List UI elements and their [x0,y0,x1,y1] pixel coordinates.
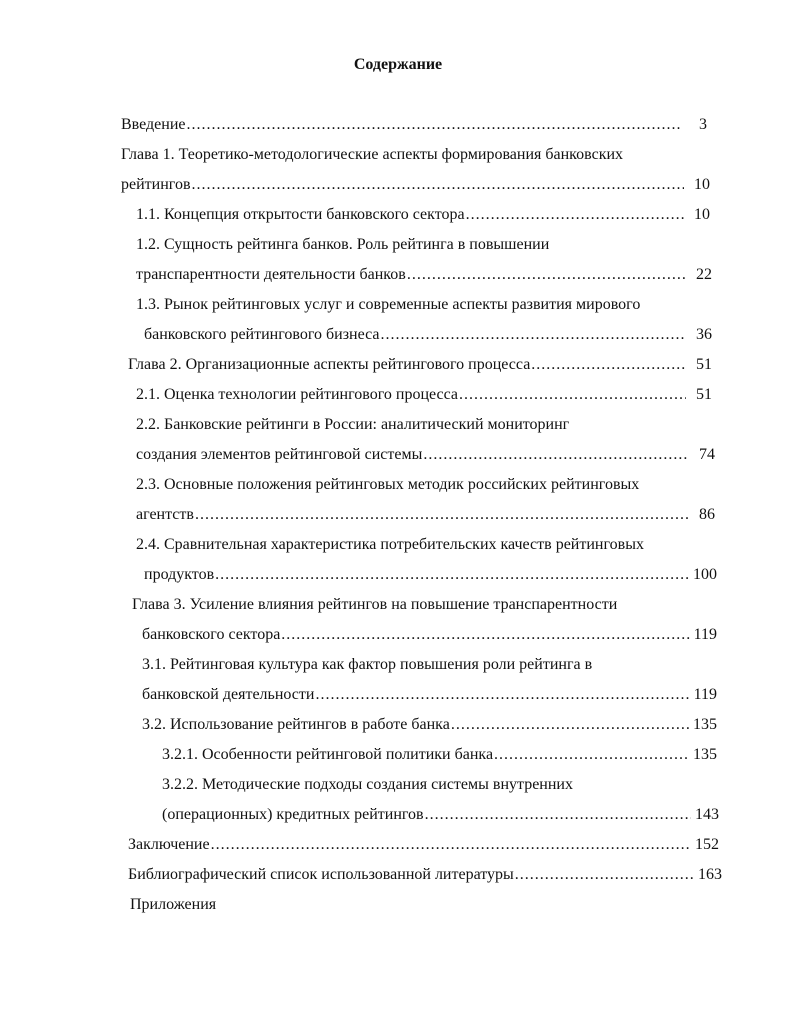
toc-page-number: 36 [696,326,712,343]
toc-entry-3-2[interactable] [142,713,717,737]
toc-entry-2-3[interactable] [136,503,715,527]
toc-page-number: 86 [699,506,715,523]
toc-section-2-2-line1: 2.2. Банковские рейтинги в России: аналитический мониторинг [136,416,570,433]
toc-label: банковского рейтингового бизнеса [144,326,380,343]
toc-leader [423,443,689,467]
toc-leader [531,353,686,377]
toc-chapter-3-line1: Глава 3. Усиление влияния рейтингов на повышение транспарентности [132,596,618,613]
page-title: Содержание [353,56,443,73]
toc-chapter-1-line1: Глава 1. Теоретико-методологические аспекты формирования банковских [121,146,624,163]
toc-label: транспарентности деятельности банков [136,266,406,283]
toc-leader [281,623,689,647]
toc-entry-chapter-3[interactable] [142,623,717,647]
toc-label: банковского сектора [142,626,281,643]
toc-entry-2-2[interactable] [136,443,715,467]
toc-label: 3.2.1. Особенности рейтинговой политики банка [162,746,494,763]
toc-leader [315,683,689,707]
toc-label: 2.1. Оценка технологии рейтингового процесса [136,386,458,403]
toc-leader [381,323,687,347]
toc-label: Заключение [128,836,210,853]
toc-entry-intro[interactable] [121,113,707,137]
toc-entry-2-4[interactable] [144,563,717,587]
toc-page-number: 119 [693,626,717,643]
toc-section-3-1-line1: 3.1. Рейтинговая культура как фактор повышения роли рейтинга в [142,656,593,673]
toc-leader [215,563,689,587]
toc-section-1-2-line1: 1.2. Сущность рейтинга банков. Роль рейтинга в повышении [136,236,550,253]
toc-page-number: 100 [693,566,717,583]
toc-leader [494,743,689,767]
toc-label: банковской деятельности [142,686,315,703]
toc-label: рейтингов [121,176,191,193]
toc-page-number: 10 [694,206,710,223]
toc-page-number: 22 [696,266,712,283]
toc-entry-bibliography[interactable] [128,863,722,887]
toc-label: Глава 2. Организационные аспекты рейтингового процесса [128,356,531,373]
toc-entry-1-1[interactable] [136,203,710,227]
toc-entry-3-1[interactable] [142,683,717,707]
toc-entry-chapter-2[interactable] [128,353,712,377]
toc-entry-1-2[interactable] [136,263,712,287]
toc-label: (операционных) кредитных рейтингов [162,806,424,823]
toc-section-1-3-line1: 1.3. Рынок рейтинговых услуг и современные аспекты развития мирового [136,296,641,313]
toc-entry-appendix[interactable]: Приложения [130,896,217,913]
toc-label: 1.1. Концепция открытости банковского сектора [136,206,465,223]
toc-page-number: 10 [694,176,710,193]
toc-leader [211,833,691,857]
toc-page-number: 135 [693,716,717,733]
toc-page-number: 163 [698,866,722,883]
toc-leader [451,713,689,737]
toc-page-number: 3 [699,116,707,133]
toc-leader [466,203,684,227]
toc-page-number: 152 [695,836,719,853]
toc-entry-2-1[interactable] [136,383,712,407]
toc-label: продуктов [144,566,215,583]
toc-leader [407,263,686,287]
toc-label: создания элементов рейтинговой системы [136,446,423,463]
toc-label: Введение [121,116,186,133]
toc-page-number: 119 [693,686,717,703]
toc-label: Библиографический список использованной литературы [128,866,514,883]
toc-section-2-4-line1: 2.4. Сравнительная характеристика потребительских качеств рейтинговых [136,536,644,553]
toc-entry-conclusion[interactable] [128,833,719,857]
toc-leader [459,383,686,407]
toc-page-number: 143 [695,806,719,823]
toc-entry-3-2-2[interactable] [162,803,719,827]
toc-leader [195,503,689,527]
toc-label: агентств [136,506,194,523]
toc-leader [187,113,682,137]
toc-entry-3-2-1[interactable] [162,743,717,767]
toc-page-number: 74 [699,446,715,463]
toc-page-number: 135 [693,746,717,763]
toc-label: 3.2. Использование рейтингов в работе банка [142,716,450,733]
toc-leader [192,173,685,197]
toc-leader [515,863,694,887]
toc-section-3-2-2-line1: 3.2.2. Методические подходы создания системы внутренних [162,776,573,793]
toc-entry-chapter-1[interactable] [121,173,710,197]
toc-section-2-3-line1: 2.3. Основные положения рейтинговых методик российских рейтинговых [136,476,640,493]
toc-entry-1-3[interactable] [144,323,712,347]
toc-leader [425,803,691,827]
toc-page-number: 51 [696,356,712,373]
toc-page-number: 51 [696,386,712,403]
